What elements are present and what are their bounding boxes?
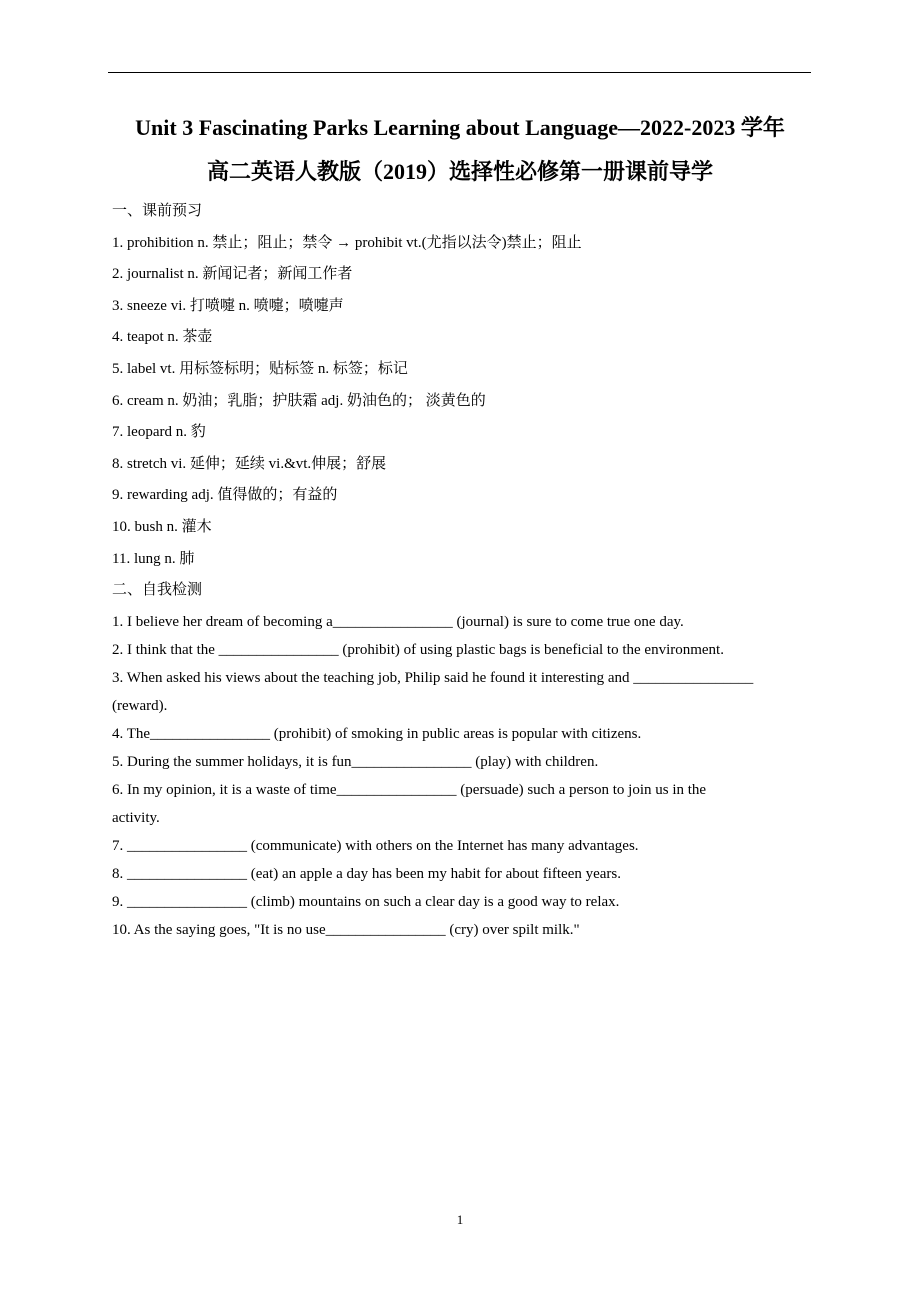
vocab-item: 3. sneeze vi. 打喷嚏 n. 喷嚏；喷嚏声 <box>112 297 344 314</box>
vocab-item: 11. lung n. 肺 <box>112 550 195 567</box>
exercise-line: 3. When asked his views about the teaching job, Philip said he found it interesting and ________________ <box>112 670 754 686</box>
exercise-line: 10. As the saying goes, "It is no use________________ (cry) over spilt milk." <box>112 922 580 938</box>
vocab-item: 5. label vt. 用标签标明；贴标签 n. 标签；标记 <box>112 360 408 377</box>
exercise-line: 2. I think that the ________________ (prohibit) of using plastic bags is beneficial to the environment. <box>112 642 724 658</box>
header-rule <box>108 72 811 73</box>
exercise-line: 9. ________________ (climb) mountains on such a clear day is a good way to relax. <box>112 894 620 910</box>
exercise-line: 1. I believe her dream of becoming a________________ (journal) is sure to come true one day. <box>112 614 684 630</box>
exercise-line: 6. In my opinion, it is a waste of time________________ (persuade) such a person to join us in the <box>112 782 707 798</box>
vocab-item: 6. cream n. 奶油；乳脂；护肤霜 adj. 奶油色的； 淡黄色的 <box>112 392 486 409</box>
section-heading: 一、课前预习 <box>112 203 203 219</box>
title-line-2: 高二英语人教版（2019）选择性必修第一册课前导学 <box>206 159 713 184</box>
exercise-line: 8. ________________ (eat) an apple a day has been my habit for about fifteen years. <box>112 866 622 882</box>
exercise-line: 4. The________________ (prohibit) of smoking in public areas is popular with citizens. <box>112 726 642 742</box>
title-line-1: Unit 3 Fascinating Parks Learning about Language—2022-2023 学年 <box>135 115 785 140</box>
vocab-item: 8. stretch vi. 延伸；延续 vi.&vt.伸展；舒展 <box>112 455 387 472</box>
vocab-item: 4. teapot n. 茶壶 <box>112 329 213 346</box>
vocab-item: 2. journalist n. 新闻记者；新闻工作者 <box>112 266 353 283</box>
vocab-item: 1. prohibition n. 禁止；阻止；禁令 → prohibit vt.(尤指以法令)禁止；阻止 <box>112 234 582 251</box>
exercise-line: (reward). <box>112 698 168 714</box>
vocab-item: 9. rewarding adj. 值得做的；有益的 <box>112 487 338 504</box>
exercise-line: 5. During the summer holidays, it is fun________________ (play) with children. <box>112 754 599 770</box>
page-number: 1 <box>456 1212 464 1227</box>
exercise-line: activity. <box>112 810 160 826</box>
preview-section <box>112 196 582 607</box>
section-heading: 二、自我检测 <box>112 582 203 599</box>
vocab-item: 10. bush n. 灌木 <box>112 518 212 535</box>
vocab-item: 7. leopard n. 豹 <box>112 424 206 441</box>
exercise-line: 7. ________________ (communicate) with others on the Internet has many advantages. <box>112 838 639 854</box>
self-test-section <box>112 608 753 944</box>
